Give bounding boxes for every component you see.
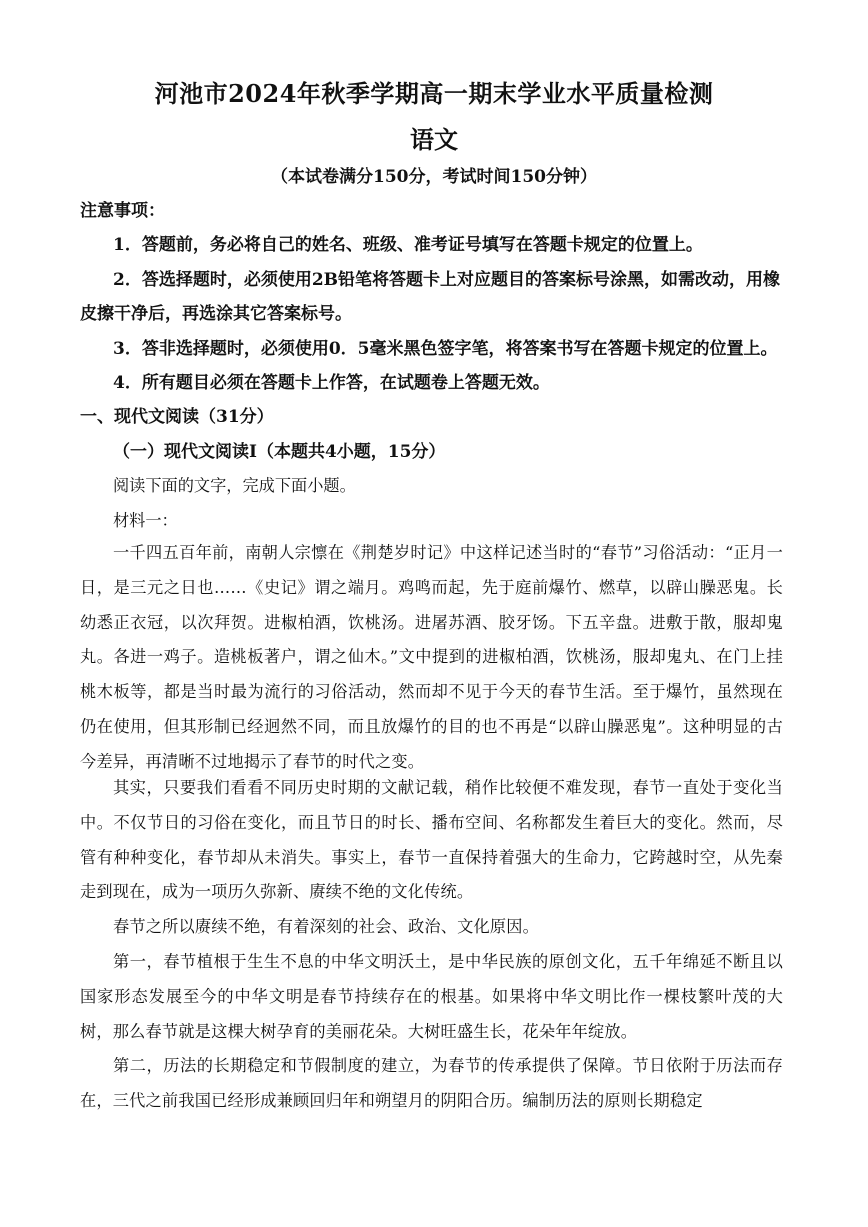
passage-paragraph-2: 其实，只要我们看看不同历史时期的文献记载，稍作比较便不难发现，春节一直处于变化当中。不仅节日的习俗在变化，而且节日的时长、播布空间、名称都发生着巨大的变化。然而，尽管有种种变化，春节却从未消失。事实上，春节一直保持着强大的生命力，它跨越时空，从先秦走到现在，成为一项历久弥新、赓续不绝的文化传统。 <box>80 778 783 902</box>
notes-heading: 注意事项： <box>80 201 165 221</box>
passage-paragraph-5: 第二，历法的长期稳定和节假制度的建立，为春节的传承提供了保障。节日依附于历法而存在，三代之前我国已经形成兼顾回归年和朔望月的阴阳合历。编制历法的原则长期稳定 <box>80 1056 783 1110</box>
section-heading: 一、现代文阅读（31分） <box>80 407 274 427</box>
passage-paragraph-1: 一千四五百年前，南朝人宗懔在《荆楚岁时记》中这样记述当时的“春节”习俗活动：“正月一日，是三元之日也……《史记》谓之端月。鸡鸣而起，先于庭前爆竹、燃草，以辟山臊恶鬼。长幼悉正衣冠，以次拜贺。进椒柏酒，饮桃汤。进屠苏酒、胶牙饧。下五辛盘。进敷于散，服却鬼丸。各进一鸡子。造桃板著户，谓之仙木。”文中提到的进椒柏酒，饮桃汤，服却鬼丸、在门上挂桃木板等，都是当时最为流行的习俗活动，然而却不见于今天的春节生活。至于爆竹，虽然现在仍在使用，但其形制已经迥然不同，而且放爆竹的目的也不再是“以辟山臊恶鬼”。这种明显的古今差异，再清晰不过地揭示了春节的时代之变。 <box>80 543 783 771</box>
note-item-2-cont: 皮擦干净后，再选涂其它答案标号。 <box>80 304 352 324</box>
exam-info: （本试卷满分150分，考试时间150分钟） <box>271 167 597 187</box>
note-item-1: 1．答题前，务必将自己的姓名、班级、准考证号填写在答题卡规定的位置上。 <box>113 235 703 255</box>
reading-instruction: 阅读下面的文字，完成下面小题。 <box>113 476 356 495</box>
note-item-3: 3．答非选择题时，必须使用0．5毫米黑色签字笔，将答案书写在答题卡规定的位置上。 <box>113 339 778 359</box>
note-item-2: 2．答选择题时，必须使用2B铅笔将答题卡上对应题目的答案标号涂黑，如需改动，用橡 <box>113 270 781 290</box>
passage-paragraph-4: 第一，春节植根于生生不息的中华文明沃土，是中华民族的原创文化，五千年绵延不断且以国家形态发展至今的中华文明是春节持续存在的根基。如果将中华文明比作一棵枝繁叶茂的大树，那么春节就是这棵大树孕育的美丽花朵。大树旺盛生长，花朵年年绽放。 <box>80 952 783 1041</box>
exam-title: 河池市2024年秋季学期高一期末学业水平质量检测 <box>154 79 714 108</box>
passage-paragraph-3: 春节之所以赓续不绝，有着深刻的社会、政治、文化原因。 <box>113 917 540 936</box>
note-item-4: 4．所有题目必须在答题卡上作答，在试题卷上答题无效。 <box>113 373 550 393</box>
section-subheading: （一）现代文阅读Ⅰ（本题共4小题，15分） <box>113 442 446 462</box>
material-label: 材料一： <box>113 511 178 530</box>
subject-title: 语文 <box>410 125 458 154</box>
